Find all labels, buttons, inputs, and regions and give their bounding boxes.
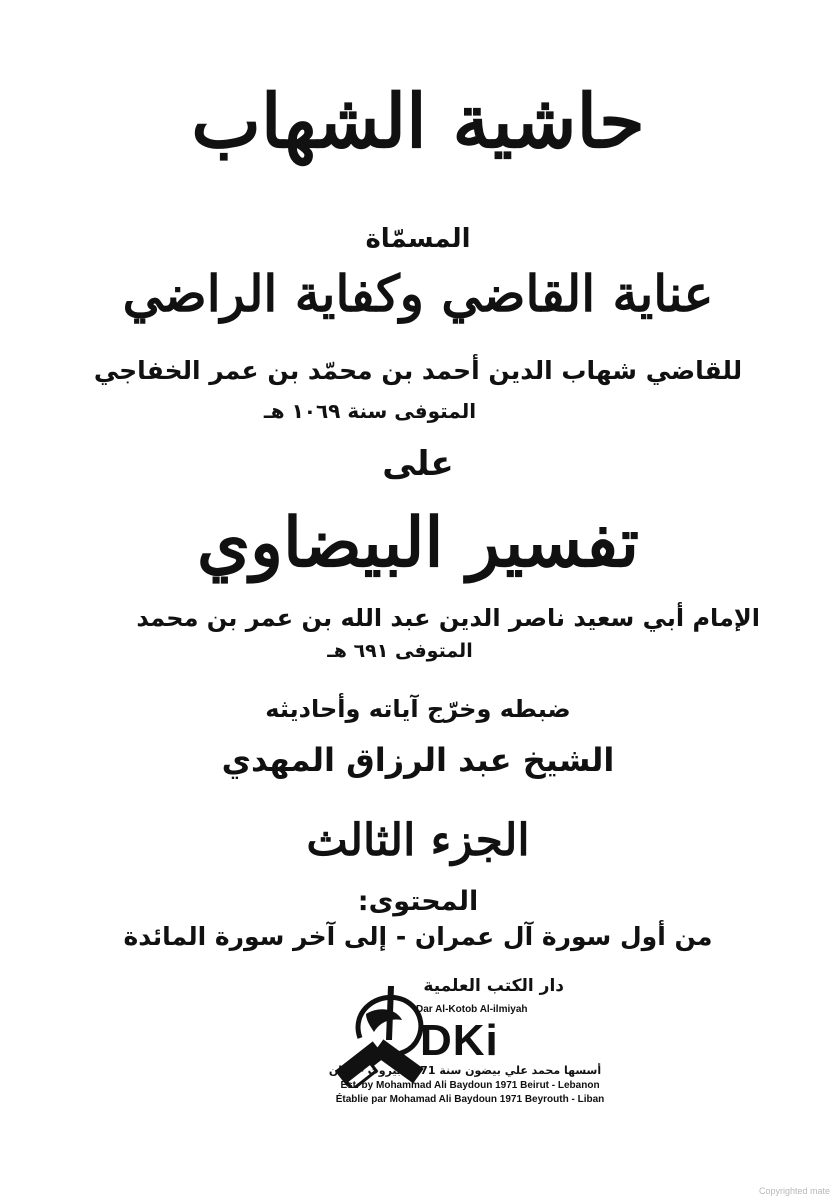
volume-label: الجزء الثالث bbox=[306, 815, 530, 866]
editor-name: الشيخ عبد الرزاق المهدي bbox=[221, 741, 615, 779]
established-ar: أسسها محمد علي بيضون سنة 1971 بيروت - لبنان bbox=[328, 1064, 602, 1077]
publisher-block bbox=[330, 976, 630, 1126]
edited-by-line: ضبطه وخرّج آياته وأحاديثه bbox=[265, 695, 571, 723]
author-line: للقاضي شهاب الدين أحمد بن محمّد بن عمر الخفاجي bbox=[93, 356, 743, 385]
established-fr: Établie par Mohamad Ali Baydoun 1971 Beyrouth - Liban bbox=[335, 1094, 605, 1105]
contents-range: من أول سورة آل عمران - إلى آخر سورة المائدة bbox=[123, 922, 713, 951]
imam-death: المتوفى ٦٩١ هـ bbox=[327, 640, 473, 662]
book-title: حاشية الشهاب bbox=[191, 79, 645, 165]
book-subtitle: عناية القاضي وكفاية الراضي bbox=[122, 264, 714, 323]
publisher-logo-text: DKi bbox=[420, 1016, 499, 1065]
ala-connector: على bbox=[382, 444, 454, 484]
author-death: المتوفى سنة ١٠٦٩ هـ bbox=[263, 399, 477, 423]
copyright-watermark: Copyrighted mate bbox=[758, 1186, 830, 1196]
named-label: المسمّاة bbox=[365, 224, 471, 254]
commented-work-title: تفسير البيضاوي bbox=[196, 503, 640, 583]
publisher-name-en: Dar Al-Kotob Al-ilmiyah bbox=[416, 1004, 528, 1015]
imam-line: الإمام أبي سعيد ناصر الدين عبد الله بن عمر بن محمد bbox=[136, 604, 760, 632]
contents-label: المحتوى: bbox=[357, 886, 479, 917]
established-en: Est. by Mohammad Ali Baydoun 1971 Beirut - Lebanon bbox=[340, 1080, 600, 1091]
publisher-name-ar: دار الكتب العلمية bbox=[423, 976, 564, 996]
